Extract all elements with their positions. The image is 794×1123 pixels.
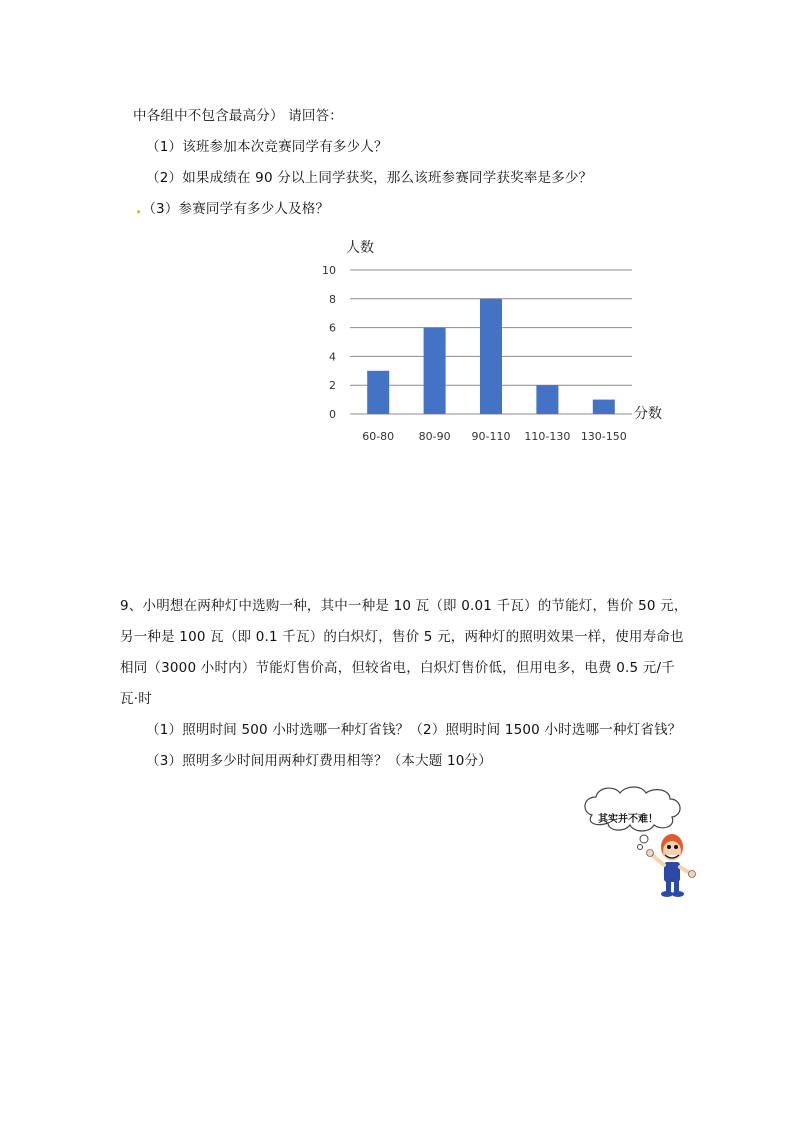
bar-80-90 <box>424 328 446 414</box>
y-tick-label: 10 <box>322 264 336 277</box>
q8-sub-question-2: （2）如果成绩在 90 分以上同学获奖，那么该班参赛同学获奖率是多少？ <box>146 170 593 186</box>
x-tick-label: 60-80 <box>362 430 395 443</box>
q8-sub-question-1: （1）该班参加本次竞赛同学有多少人？ <box>146 139 388 155</box>
q9-sub-questions-1-2: （1）照明时间 500 小时选哪一种灯省钱？（2）照明时间 1500 小时选哪一种灯省钱？ <box>146 722 682 738</box>
q8-sub-question-3-text: （3）参赛同学有多少人及格？ <box>142 201 330 217</box>
cartoon-illustration <box>580 785 705 910</box>
q8-sub-question-3 <box>136 197 329 217</box>
cloud-text: 其实并不难！ <box>598 814 658 825</box>
chart-xlabel: 分数 <box>634 406 662 422</box>
bar-chart <box>300 230 680 450</box>
q8-intro: 中各组中不包含最高分） 请回答： <box>133 108 343 124</box>
q9-line-4: 瓦·时 <box>120 691 152 707</box>
x-tick-label: 130-150 <box>580 430 627 443</box>
q9-line-3: 相同（3000 小时内）节能灯售价高，但较省电，白炽灯售价低，但用电多，电费 0.5 元/千 <box>120 660 675 676</box>
q9-line-1: 9、小明想在两种灯中选购一种，其中一种是 10 瓦（即 0.01 千瓦）的节能灯，售价 50 元， <box>120 598 688 614</box>
x-tick-label: 80-90 <box>418 430 451 443</box>
bar-110-130 <box>536 385 558 414</box>
y-tick-label: 0 <box>329 408 336 421</box>
q9-sub-question-3: （3）照明多少时间用两种灯费用相等？（本大题 10分） <box>146 753 492 769</box>
chart-ylabel: 人数 <box>346 240 374 256</box>
cartoon-character <box>647 834 696 897</box>
y-tick-label: 2 <box>329 379 336 393</box>
x-tick-label: 110-130 <box>524 430 571 443</box>
q8-marker-dot: . <box>136 201 142 217</box>
q9-line-2: 另一种是 100 瓦（即 0.1 千瓦）的白炽灯，售价 5 元，两种灯的照明效果一样，使用寿命也 <box>120 629 684 645</box>
bar-130-150 <box>593 400 615 414</box>
x-tick-label: 90-110 <box>471 430 511 443</box>
y-tick-label: 4 <box>329 350 336 364</box>
y-tick-label: 6 <box>329 321 336 335</box>
y-tick-label: 8 <box>329 292 336 306</box>
bar-60-80 <box>367 371 389 414</box>
bar-90-110 <box>480 299 502 414</box>
